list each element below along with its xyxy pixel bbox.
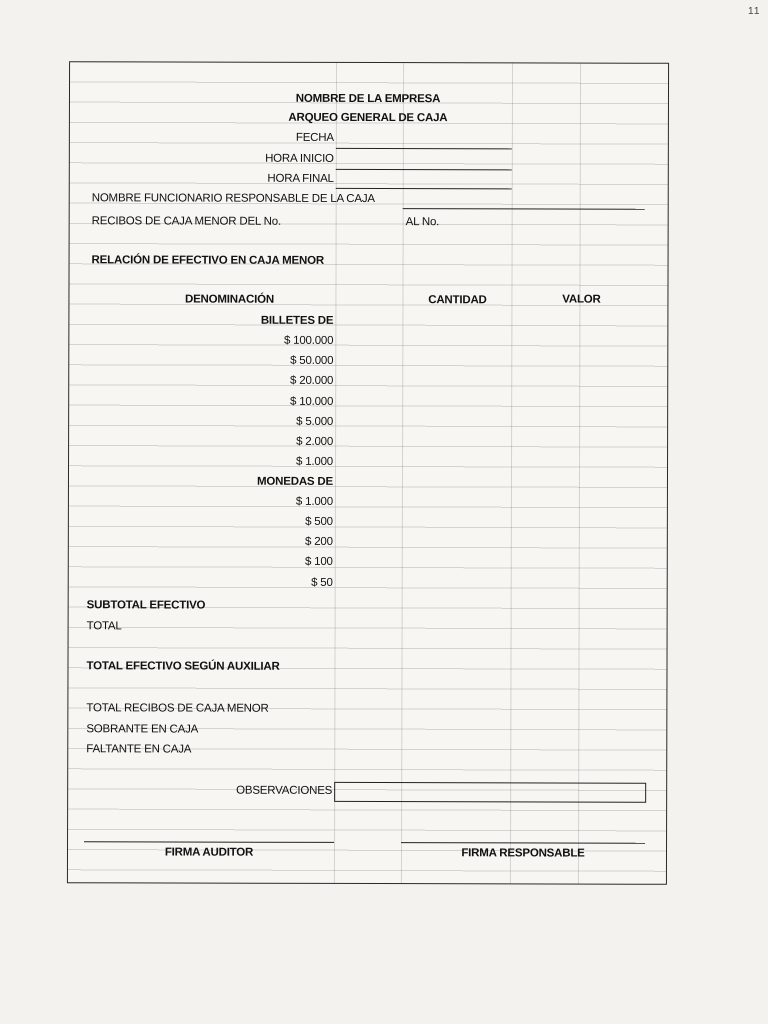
- hora-inicio-field[interactable]: [336, 169, 512, 170]
- moneda-denominacion: $ 100: [304, 555, 333, 568]
- company-name: NOMBRE DE LA EMPRESA: [295, 92, 441, 106]
- moneda-denominacion: $ 200: [305, 535, 333, 548]
- funcionario-field[interactable]: [403, 208, 645, 210]
- observaciones-field[interactable]: [334, 782, 646, 803]
- billete-denominacion: $ 10.000: [289, 395, 334, 408]
- billete-denominacion: $ 1.000: [296, 455, 334, 468]
- sobrante-label: SOBRANTE EN CAJA: [86, 723, 199, 736]
- moneda-denominacion: $ 50: [311, 576, 333, 589]
- total-auxiliar-label: TOTAL EFECTIVO SEGÚN AUXILIAR: [86, 660, 280, 673]
- recibos-del-label: RECIBOS DE CAJA MENOR DEL No.: [91, 215, 282, 228]
- observaciones-label: OBSERVACIONES: [236, 784, 333, 797]
- total-recibos-label: TOTAL RECIBOS DE CAJA MENOR: [86, 702, 269, 715]
- billetes-label: BILLETES DE: [260, 314, 334, 327]
- auditor-signature-label: FIRMA AUDITOR: [164, 846, 254, 859]
- page-number: 11: [748, 6, 761, 17]
- al-no-label: AL No.: [405, 216, 440, 229]
- responsable-signature-line[interactable]: [401, 842, 645, 844]
- col-denominacion: DENOMINACIÓN: [184, 293, 274, 306]
- billete-denominacion: $ 20.000: [290, 374, 334, 387]
- moneda-denominacion: $ 500: [305, 515, 333, 528]
- moneda-denominacion: $ 1.000: [295, 495, 333, 508]
- responsable-signature-label: FIRMA RESPONSABLE: [461, 847, 585, 860]
- faltante-label: FALTANTE EN CAJA: [86, 743, 192, 756]
- hora-final-field[interactable]: [336, 188, 512, 189]
- billete-denominacion: $ 50.000: [290, 354, 334, 367]
- monedas-label: MONEDAS DE: [257, 475, 333, 488]
- funcionario-label: NOMBRE FUNCIONARIO RESPONSABLE DE LA CAJA: [91, 192, 375, 206]
- relacion-title: RELACIÓN DE EFECTIVO EN CAJA MENOR: [91, 254, 324, 267]
- fecha-field[interactable]: [336, 148, 512, 149]
- col-valor: VALOR: [562, 293, 601, 306]
- auditor-signature-line[interactable]: [84, 841, 334, 843]
- hora-final-label: HORA FINAL: [267, 172, 334, 185]
- billete-denominacion: $ 2.000: [296, 435, 334, 448]
- billete-denominacion: $ 5.000: [296, 415, 334, 428]
- hora-inicio-label: HORA INICIO: [265, 152, 334, 165]
- billete-denominacion: $ 100.000: [283, 334, 334, 347]
- cash-count-form: [67, 61, 669, 885]
- total-label: TOTAL: [86, 620, 122, 633]
- fecha-label: FECHA: [295, 131, 334, 144]
- subtotal-label: SUBTOTAL EFECTIVO: [86, 599, 206, 612]
- form-title: ARQUEO GENERAL DE CAJA: [288, 111, 448, 125]
- col-cantidad: CANTIDAD: [428, 294, 487, 307]
